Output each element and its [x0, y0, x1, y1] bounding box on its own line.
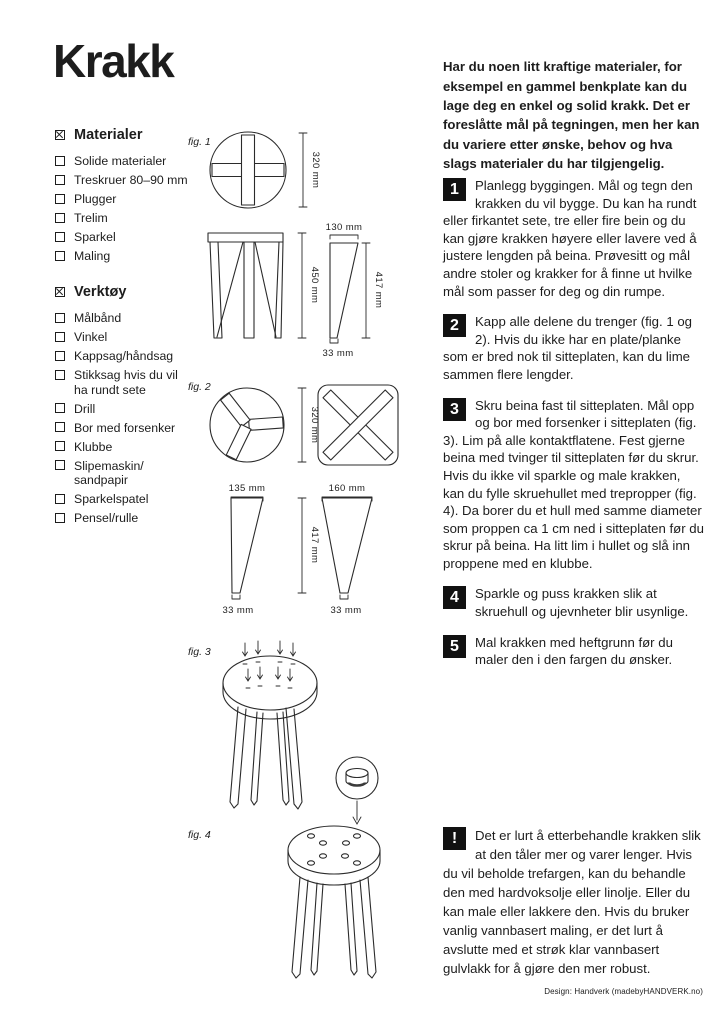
- tools-heading: [55, 284, 191, 300]
- step-number-badge: 4: [443, 586, 466, 609]
- figure-1-label: fig. 1: [188, 136, 211, 148]
- list-item: [55, 173, 191, 188]
- dimension-label: 450 mm: [309, 266, 320, 304]
- checkbox-icon: [55, 175, 65, 185]
- list-item-label: Klubbe: [74, 439, 113, 454]
- checkbox-icon: [55, 194, 65, 204]
- list-item-label: Stikksag hvis du vil ha rundt sete: [74, 368, 178, 397]
- checkbox-icon: [55, 332, 65, 342]
- stool-legs: [292, 877, 376, 978]
- wood-plug: [346, 769, 368, 778]
- dimension-label: 33 mm: [322, 348, 354, 359]
- step-text: Skru beina fast til sitteplaten. Mål opp og bor med forsenker i sitteplaten (fig. 3). Lim på alle kontaktflatene. Fest gjerne beina med tvinger til sitteplaten før du skrur. Hvis du ikke vil sparkle og male krakken, kan du fylle skruehullet med trepropper (fig. 4). Da borer du et hull med samme diameter som proppen ca 1 cm ned i sitteplaten før du skrur på beina. Ha litt lim i hullet og slå inn proppene med en klubbe.: [443, 397, 704, 571]
- checkbox-icon: [55, 213, 65, 223]
- list-item: [55, 230, 191, 245]
- checkbox-icon: [55, 351, 65, 361]
- list-item: [55, 511, 191, 526]
- list-item: [55, 459, 191, 488]
- step-5: [443, 634, 705, 669]
- figure-2-label: fig. 2: [188, 381, 211, 393]
- checkbox-icon: [55, 156, 65, 166]
- tools-heading-label: Verktøy: [74, 284, 127, 300]
- design-credit: Design: Handverk (madebyHANDVERK.no): [544, 987, 703, 996]
- intro-text: Har du noen litt kraftige materialer, for eksempel en gammel benkplate kan du lage deg en enkel og solid krakk. Det er foreslåtte mål på tegningen, men her kan du variere etter ønske, behov og hva slags materialer du har tilgjengelig.: [443, 59, 700, 172]
- step-number-badge: 5: [443, 635, 466, 658]
- materials-heading: [55, 127, 191, 143]
- figure-4-label: fig. 4: [188, 829, 211, 841]
- checkbox-icon: [55, 460, 65, 470]
- list-item: [55, 330, 191, 345]
- stool-seat-isometric: [288, 826, 380, 874]
- checkbox-icon: [55, 370, 65, 380]
- step-2: [443, 313, 705, 383]
- plug-holes: [308, 834, 361, 865]
- note-section: [443, 826, 707, 978]
- list-item: [55, 211, 191, 226]
- list-item: [55, 421, 191, 436]
- list-item-label: Bor med forsenker: [74, 420, 176, 435]
- list-item-label: Treskruer 80–90 mm: [74, 173, 188, 187]
- dimension-label: 417 mm: [373, 271, 384, 309]
- dimension-label: 33 mm: [330, 605, 362, 616]
- list-item: [55, 402, 191, 417]
- dimension-label: 33 mm: [222, 605, 254, 616]
- list-item-label: Solide materialer: [74, 154, 167, 168]
- step-text: Sparkle og puss krakken slik at skruehull og ujevnheter blir usynlige.: [475, 586, 689, 620]
- step-number-badge: 1: [443, 178, 466, 201]
- checkbox-icon: [55, 403, 65, 413]
- step-text: Mal krakken med heftgrunn før du maler den i den fargen du ønsker.: [475, 634, 673, 668]
- checkbox-icon: [55, 313, 65, 323]
- list-item-label: Maling: [74, 249, 111, 263]
- materials-heading-label: Materialer: [74, 127, 143, 143]
- figure-1: [188, 132, 384, 359]
- stool-seat-isometric: [223, 656, 317, 710]
- cross-plank-vertical: [242, 135, 255, 205]
- dimension-label: 160 mm: [328, 483, 366, 494]
- list-item: [55, 154, 191, 169]
- figure-2: [188, 381, 398, 616]
- step-number-badge: 2: [443, 314, 466, 337]
- list-item: [55, 440, 191, 455]
- checkbox-icon: [55, 513, 65, 523]
- figure-3-label: fig. 3: [188, 646, 211, 658]
- down-arrow: [353, 801, 361, 824]
- steps-list: [443, 177, 705, 682]
- note-text: Det er lurt å etterbehandle krakken slik at den tåler mer og varer lenger. Hvis du vil beholde trefargen, kan du behandle den med hardvoksolje eller linolje. Eller du kan male eller lakkere den. Hvis du bruker vanlig vannbasert maling, er det lurt å avslutte med et strøk klar vannbasert gulvlakk for å gjøre den mer robust.: [443, 828, 701, 976]
- list-item: [55, 349, 191, 364]
- list-item-label: Sparkel: [74, 230, 116, 244]
- step-3: [443, 397, 705, 573]
- dimension-label: 130 mm: [325, 222, 363, 233]
- stool-legs: [230, 707, 302, 809]
- list-item-label: Sparkelspatel: [74, 492, 149, 506]
- leg-detail: [322, 498, 372, 593]
- dimension-label: 417 mm: [309, 526, 320, 564]
- checkbox-icon: [55, 251, 65, 261]
- checkbox-icon: [55, 441, 65, 451]
- list-item-label: Slipemaskin/ sandpapir: [74, 458, 144, 487]
- step-number-badge: 3: [443, 398, 466, 421]
- list-item-label: Målbånd: [74, 311, 122, 325]
- list-item: [55, 249, 191, 264]
- leg-detail: [231, 498, 263, 593]
- list-item: [55, 492, 191, 507]
- exclamation-icon: !: [443, 827, 466, 850]
- dimension-label: 320 mm: [310, 151, 321, 189]
- checkbox-icon: [55, 232, 65, 242]
- list-item-label: Trelim: [74, 211, 108, 225]
- list-item-label: Plugger: [74, 192, 117, 206]
- list-item-label: Kappsag/håndsag: [74, 349, 174, 363]
- checked-checkbox-icon: [55, 130, 65, 140]
- checkbox-icon: [55, 494, 65, 504]
- step-text: Kapp alle delene du trenger (fig. 1 og 2). Hvis du ikke har en plate/planke som er bred nok til sitteplaten, kan du lime sammen flere lengder.: [443, 314, 693, 382]
- stool-front-view-seat: [208, 233, 283, 242]
- step-text: Planlegg byggingen. Mål og tegn den krakken du vil bygge. Du kan ha rundt eller firkantet sete, tre eller fire bein og du kan gjøre krakken høyere eller lavere ved å justere lengden på beina. Prøvesitt og mål andre stoler og krakker for å finne ut hvilke mål som passer for deg og din rumpe.: [443, 178, 697, 299]
- figure-4: [188, 826, 380, 978]
- screw-arrows: [243, 641, 296, 688]
- list-item: [55, 192, 191, 207]
- checkbox-icon: [55, 422, 65, 432]
- tools-list: [55, 284, 191, 530]
- dimension-label: 135 mm: [228, 483, 266, 494]
- list-item-label: Vinkel: [74, 330, 108, 344]
- checked-checkbox-icon: [55, 287, 65, 297]
- leg-detail: [330, 243, 358, 338]
- list-item: [55, 311, 191, 326]
- page-title: Krakk: [53, 35, 174, 87]
- list-item-label: Drill: [74, 401, 96, 416]
- dimension-label: 320 mm: [309, 406, 320, 444]
- step-4: [443, 585, 705, 620]
- step-1: [443, 177, 705, 300]
- technical-drawings: [180, 124, 430, 1004]
- list-item: [55, 368, 191, 397]
- materials-list: [55, 127, 191, 268]
- figure-3: [188, 641, 378, 824]
- list-item-label: Pensel/rulle: [74, 511, 139, 525]
